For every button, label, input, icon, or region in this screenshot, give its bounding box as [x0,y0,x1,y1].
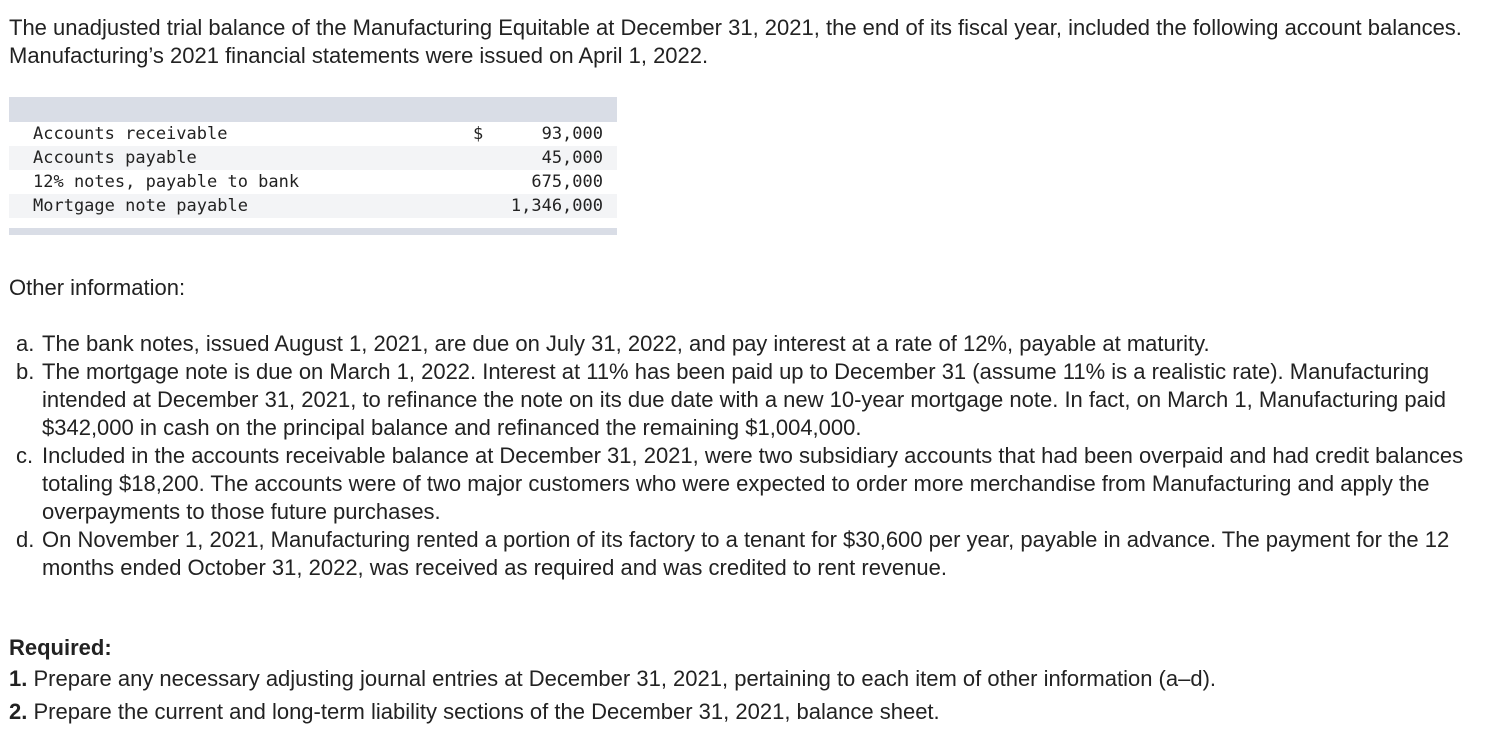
account-label: Accounts payable [33,148,197,168]
table-row [9,146,617,170]
item-letter: b. [16,359,35,384]
list-item [16,358,1496,442]
required-heading: Required: [9,635,112,660]
account-label: Accounts receivable [33,124,228,144]
required-item-number: 1. [9,666,28,691]
account-amount: 93,000 [541,124,603,144]
intro-paragraph: The unadjusted trial balance of the Manufacturing Equitable at December 31, 2021, the end of its fiscal year, included the following account balances. Manufacturing’s 2021 financial statements were issued on April 1, 2022. [9,15,1462,68]
item-letter: a. [16,331,35,356]
item-text: The mortgage note is due on March 1, 2022. Interest at 11% has been paid up to December 31 (assume 11% is a realistic rate). Manufacturing intended at December 31, 2021, to refinance the note on its due date with a new 10-year mortgage note. In fact, on March 1, Manufacturing paid $342,000 in cash on the principal balance and refinanced the remaining $1,004,000. [42,359,1446,440]
item-letter: d. [16,527,35,552]
item-text: The bank notes, issued August 1, 2021, are due on July 31, 2022, and pay interest at a rate of 12%, payable at maturity. [42,331,1210,356]
account-label: 12% notes, payable to bank [33,172,300,192]
currency-symbol: $ [473,124,484,144]
account-amount: 1,346,000 [510,196,603,216]
trial-balance-table [9,97,617,235]
list-item [16,526,1496,582]
table-row [9,194,617,218]
item-letter: c. [16,443,34,468]
item-text: Included in the accounts receivable balance at December 31, 2021, were two subsidiary accounts that had been overpaid and had credit balances totaling $18,200. The accounts were of two major customers who were expected to order more merchandise from Manufacturing and apply the overpayments to those future purchases. [42,443,1464,524]
required-item-text: Prepare the current and long-term liability sections of the December 31, 2021, balance sheet. [27,699,940,724]
required-section [9,634,1489,731]
required-item-text: Prepare any necessary adjusting journal entries at December 31, 2021, pertaining to each item of other information (a–d). [27,666,1217,691]
list-item [16,442,1496,526]
account-amount: 45,000 [541,148,603,168]
account-label: Mortgage note payable [33,196,248,216]
table-row [9,122,617,146]
table-row [9,170,617,194]
other-information-heading: Other information: [9,275,186,300]
table-header-bar [9,97,617,122]
required-item [9,698,1489,726]
item-text: On November 1, 2021, Manufacturing rented a portion of its factory to a tenant for $30,600 per year, payable in advance. The payment for the 12 months ended October 31, 2022, was received as required and was credited to rent revenue. [42,527,1450,580]
table-footer-bar [9,228,617,235]
other-information-list [16,330,1496,582]
required-item-number: 2. [9,699,28,724]
required-item [9,665,1489,693]
list-item [16,330,1496,358]
account-amount: 675,000 [531,172,603,192]
